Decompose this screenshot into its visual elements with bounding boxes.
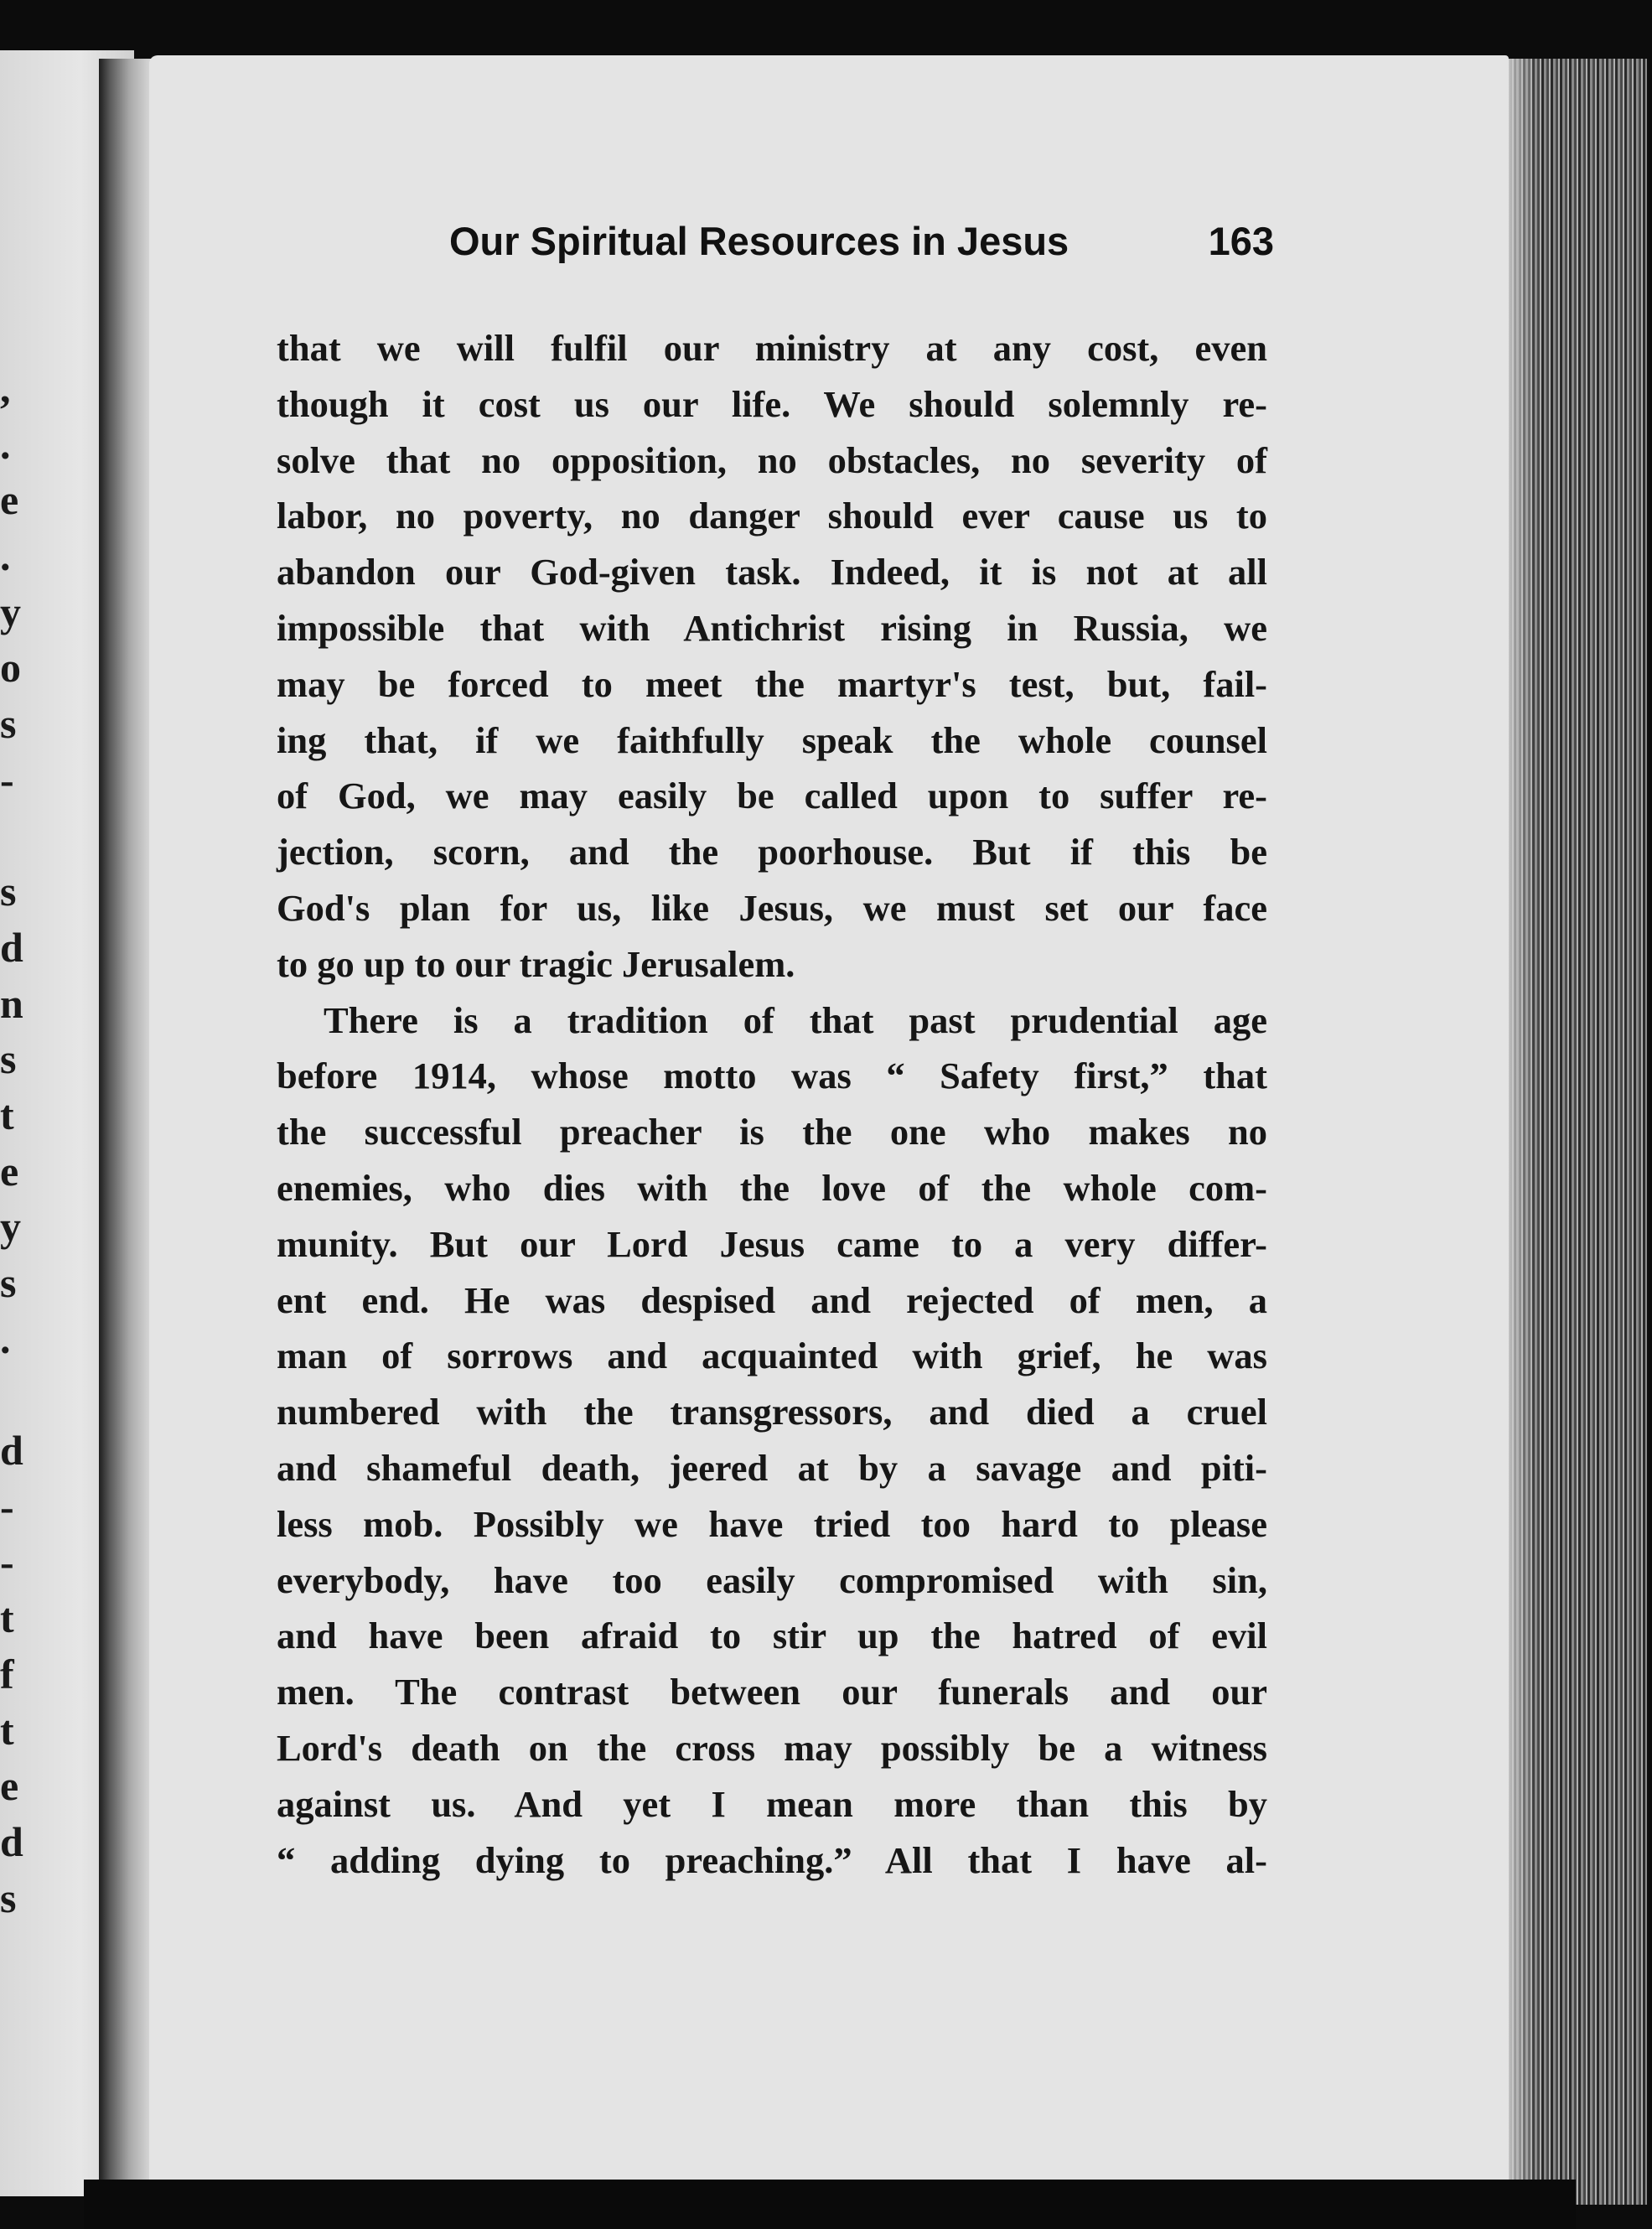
text-line: enemies, who dies with the love of the whole com- — [277, 1166, 1267, 1209]
facing-page-fragment — [0, 1366, 17, 1423]
text-line: munity. But our Lord Jesus came to a very differ- — [277, 1222, 1267, 1265]
facing-page-fragment: s — [0, 1259, 17, 1306]
facing-page-fragment: - — [0, 1538, 14, 1586]
facing-page-fragment: t — [0, 1091, 14, 1138]
facing-page-fragment: s — [0, 1035, 17, 1083]
text-line: Lord's death on the cross may possibly be a witness — [277, 1726, 1267, 1769]
running-head-title: Our Spiritual Resources in Jesus — [449, 219, 1069, 263]
facing-page-fragment: . — [0, 532, 11, 580]
facing-page-fragment: e — [0, 476, 19, 524]
text-line: ent end. He was despised and rejected of men, a — [277, 1278, 1267, 1321]
page-edge-shadow — [1504, 59, 1538, 2205]
facing-page-fragment: s — [0, 1874, 17, 1921]
facing-page-fragment: f — [0, 1650, 14, 1698]
text-line: less mob. Possibly we have tried too hard to please — [277, 1502, 1267, 1545]
facing-page-fragment — [0, 808, 17, 864]
text-line: ing that, if we faithfully speak the whole counsel — [277, 718, 1267, 761]
facing-page-fragment: s — [0, 868, 17, 915]
text-line: of God, we may easily be called upon to suffer re- — [277, 775, 1267, 817]
facing-page-fragment: d — [0, 923, 23, 971]
text-line: numbered with the transgressors, and died a cruel — [277, 1391, 1267, 1433]
text-line: “ adding dying to preaching.” All that I have al- — [277, 1838, 1267, 1881]
page-number: 163 — [1208, 219, 1274, 263]
text-line: jection, scorn, and the poorhouse. But if this be — [277, 831, 1267, 873]
facing-page-fragment: - — [0, 1482, 14, 1530]
facing-page-fragment: d — [0, 1427, 23, 1475]
facing-page-fragment: d — [0, 1817, 23, 1865]
text-line: and shameful death, jeered at by a savage and piti- — [277, 1446, 1267, 1489]
facing-page-fragment: . — [0, 1314, 11, 1362]
facing-page-fragment: o — [0, 644, 21, 692]
paragraph-last-line: to go up to our tragic Jerusalem. — [277, 942, 795, 985]
text-line: everybody, have too easily compromised with sin, — [277, 1558, 1267, 1601]
text-line: the successful preacher is the one who makes no — [277, 1111, 1267, 1153]
text-line: and have been afraid to stir up the hatred of evil — [277, 1615, 1267, 1657]
text-line: that we will fulfil our ministry at any cost, even — [277, 327, 1267, 369]
facing-page-fragment: n — [0, 979, 23, 1027]
text-line: solve that no opposition, no obstacles, no severity of — [277, 438, 1267, 481]
text-line: though it cost us our life. We should solemnly re- — [277, 382, 1267, 425]
running-head — [449, 210, 1274, 277]
text-line: man of sorrows and acquainted with grief, he was — [277, 1335, 1267, 1377]
text-line: men. The contrast between our funerals and our — [277, 1671, 1267, 1713]
book-gutter — [99, 59, 154, 2188]
facing-page-fragment: y — [0, 588, 21, 635]
text-line: against us. And yet I mean more than this by — [277, 1782, 1267, 1825]
facing-page-fragment: , — [0, 365, 11, 412]
text-line: God's plan for us, like Jesus, we must set our face — [277, 886, 1267, 929]
facing-page-fragment: t — [0, 1594, 14, 1642]
facing-page-fragment: t — [0, 1706, 14, 1754]
text-line: abandon our God-given task. Indeed, it is not at all — [277, 551, 1267, 594]
text-line: impossible that with Antichrist rising in Russia, we — [277, 606, 1267, 649]
facing-page-fragment: . — [0, 420, 11, 468]
facing-page-fragment: e — [0, 1762, 19, 1810]
text-line: before 1914, whose motto was “ Safety first,” that — [277, 1055, 1267, 1097]
facing-page-fragment: - — [0, 755, 14, 803]
facing-page-fragment: e — [0, 1147, 19, 1195]
facing-page-fragment: y — [0, 1203, 21, 1251]
text-line: labor, no poverty, no danger should ever cause us to — [277, 495, 1267, 537]
facing-page-edge-text — [0, 360, 23, 1926]
paragraph-first-line: There is a tradition of that past prudential age — [324, 998, 1267, 1041]
text-line: may be forced to meet the martyr's test, but, fail- — [277, 662, 1267, 705]
facing-page-fragment: s — [0, 700, 17, 748]
body-text — [277, 320, 1267, 1888]
scan-bottom-shadow — [84, 2180, 1576, 2229]
